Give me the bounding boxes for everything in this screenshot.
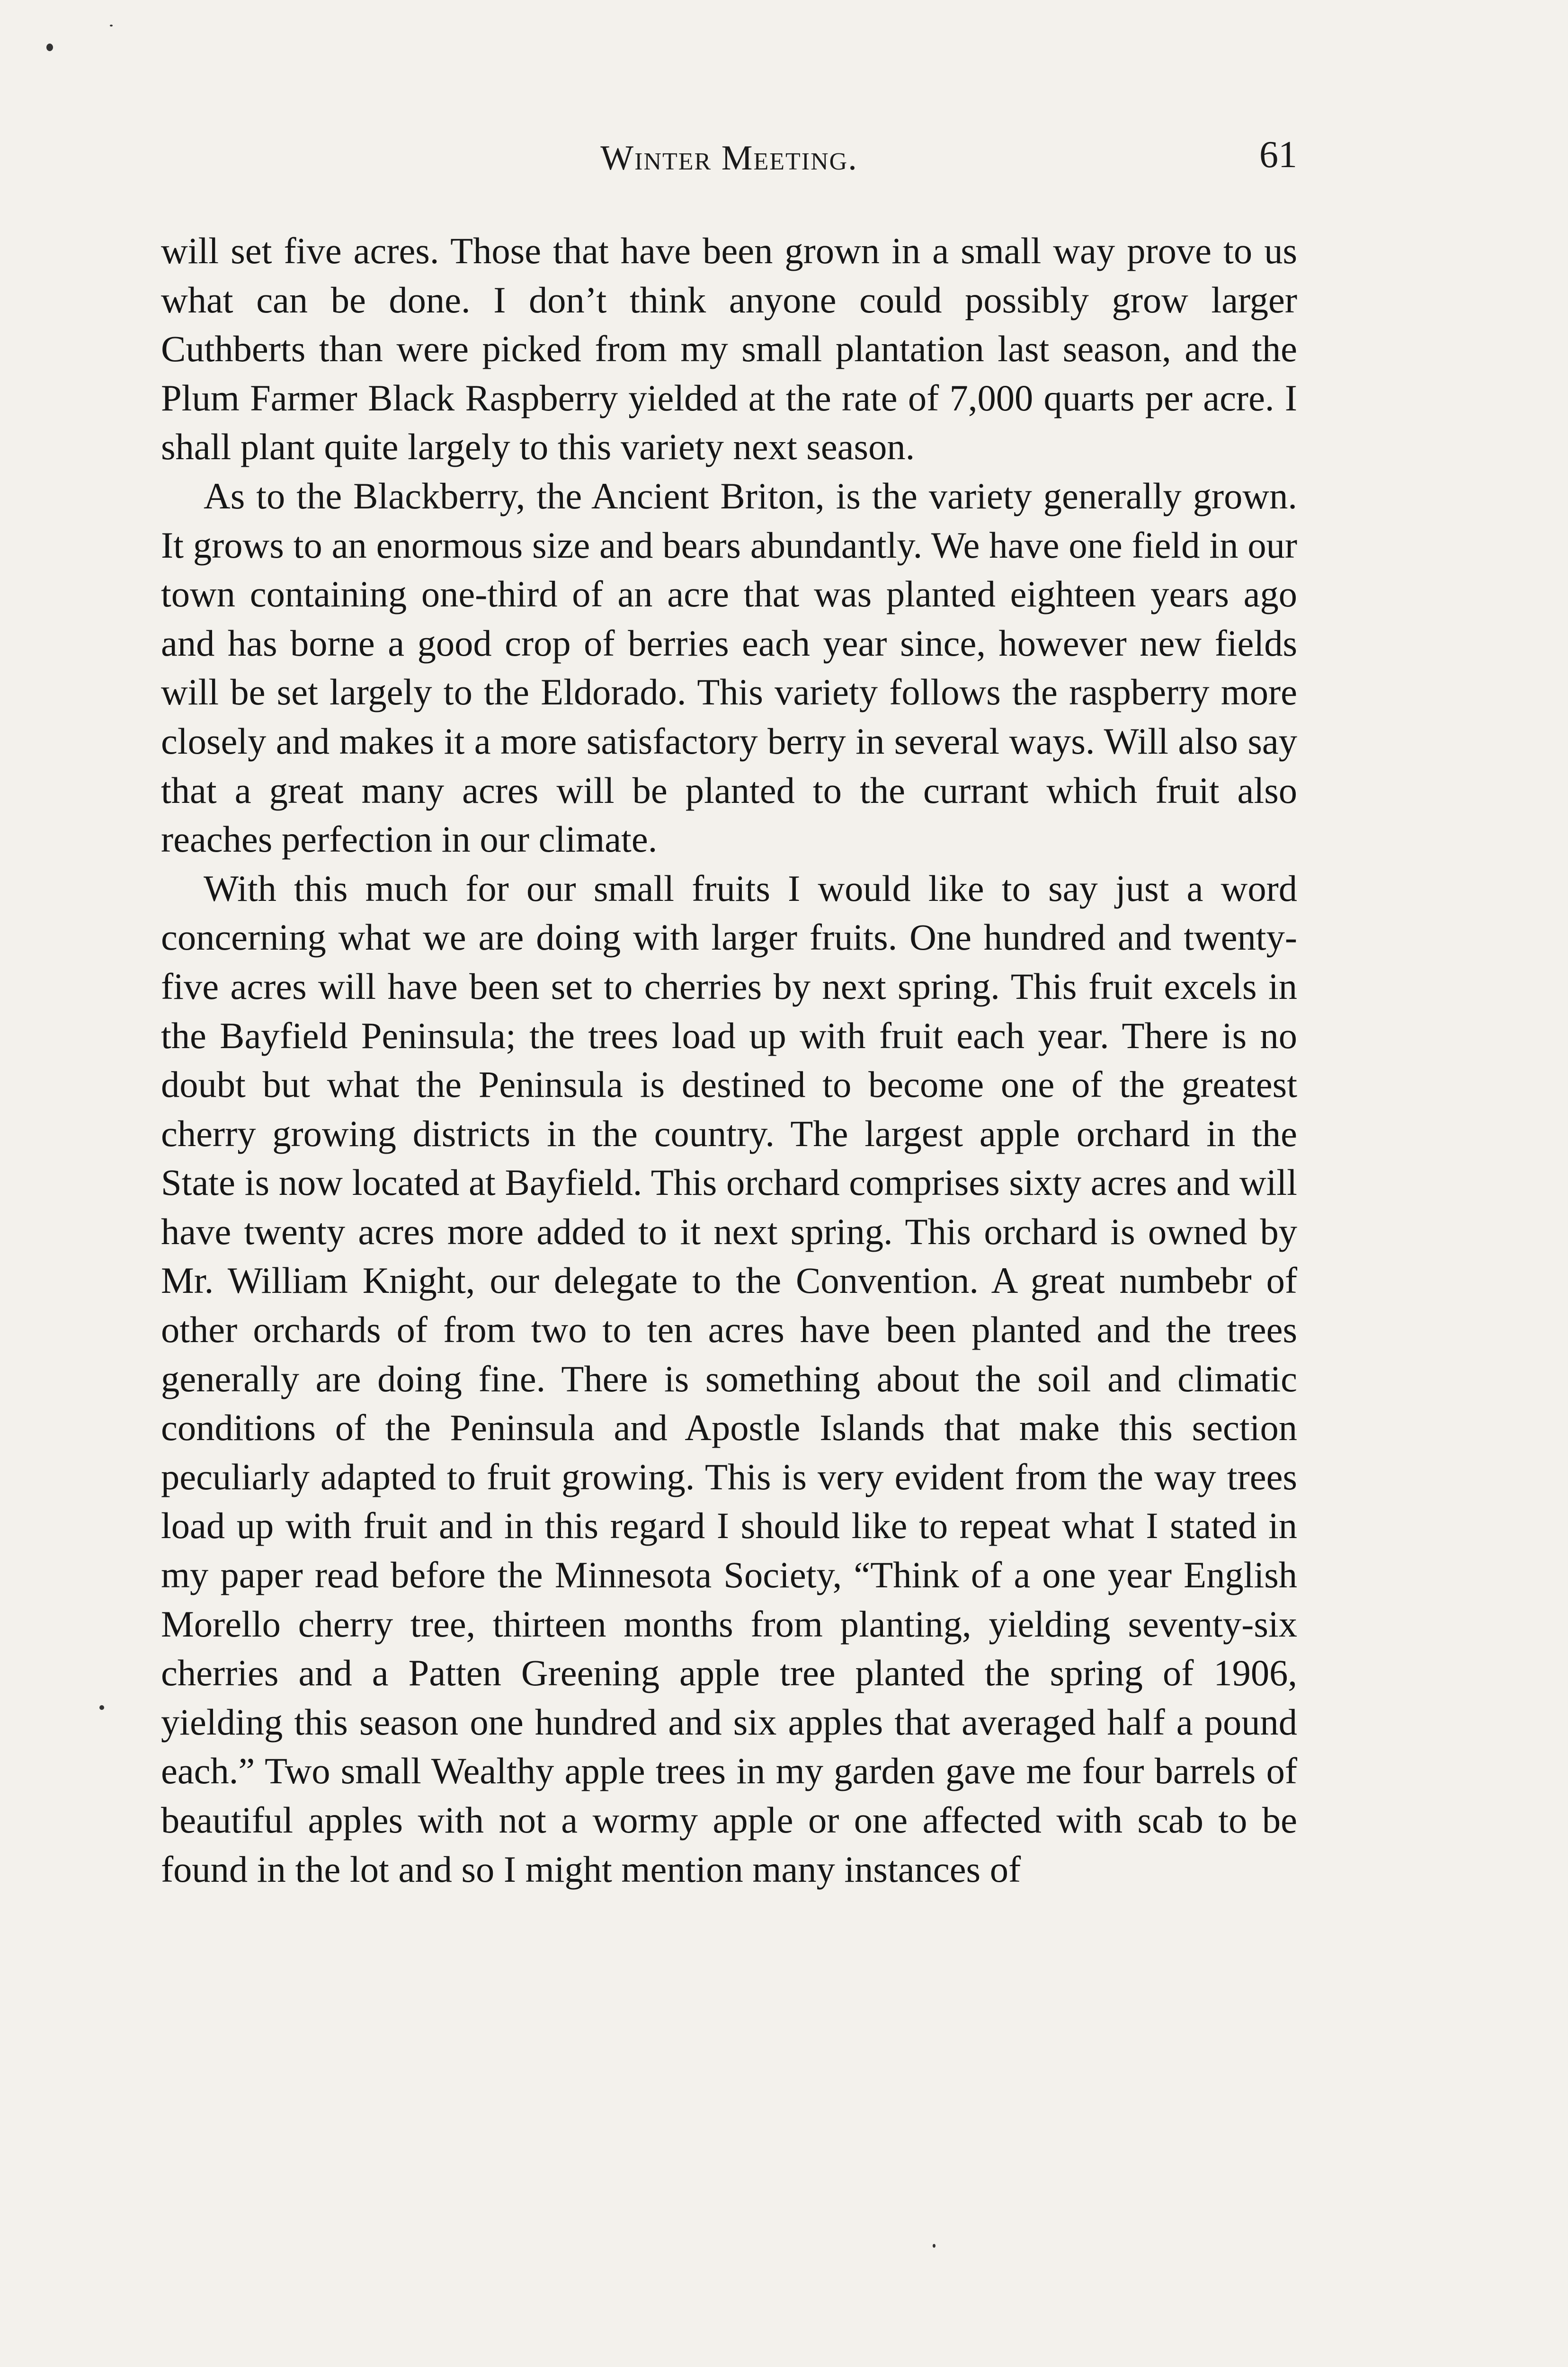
paragraph: With this much for our small fruits I would like to say just a word concerning what we are doing with larger fruits. One hundred and twenty-five acres will have been set to cherries by next spring. This fruit excels in the Bayfield Peninsula; the trees load up with fruit each year. There is no doubt but what the Peninsula is destined to become one of the greatest cherry growing districts in the country. The largest apple orchard in the State is now located at Bayfield. This orchard comprises sixty acres and will have twenty acres more added to it next spring. This orchard is owned by Mr. William Knight, our delegate to the Convention. A great numbebr of other orchards of from two to ten acres have been planted and the trees generally are doing fine. There is something about the soil and climatic conditions of the Peninsula and Apostle Islands that make this section peculiarly adapted to fruit growing. This is very evident from the way trees load up with fruit and in this regard I should like to repeat what I stated in my paper read before the Minnesota Society, “Think of a one year English Morello cherry tree, thirteen months from planting, yielding seventy-six cherries and a Patten Greening apple tree planted the spring of 1906, yielding this season one hundred and six apples that averaged half a pound each.” Two small Wealthy apple trees in my garden gave me four barrels of beautiful apples with not a wormy apple or one affected with scab to be found in the lot and so I might mention many instances of [161,867,1297,1890]
ink-speck [110,25,113,27]
ink-speck [46,44,53,51]
ink-speck [99,1705,104,1710]
page-number: 61 [1259,134,1297,176]
page-header [161,127,1297,184]
running-title: Winter Meeting. [600,139,858,178]
ink-speck [933,2244,935,2248]
paragraph: As to the Blackberry, the Ancient Briton, is the variety generally grown. It grows to an enormous size and bears abundantly. We have one field in our town containing one-third of an acre that was planted eighteen years ago and has borne a good crop of berries each year since, however new fields will be set largely to the Eldorado. This variety follows the raspberry more closely and makes it a more satisfactory berry in several ways. Will also say that a great many acres will be planted to the currant which fruit also reaches perfection in our climate. [161,475,1297,860]
paragraph: will set five acres. Those that have been grown in a small way prove to us what can be done. I don’t think anyone could possibly grow larger Cuthberts than were picked from my small plantation last season, and the Plum Farmer Black Raspberry yielded at the rate of 7,000 quarts per acre. I shall plant quite largely to this variety next season. [161,230,1297,468]
body-text [161,226,1297,1894]
